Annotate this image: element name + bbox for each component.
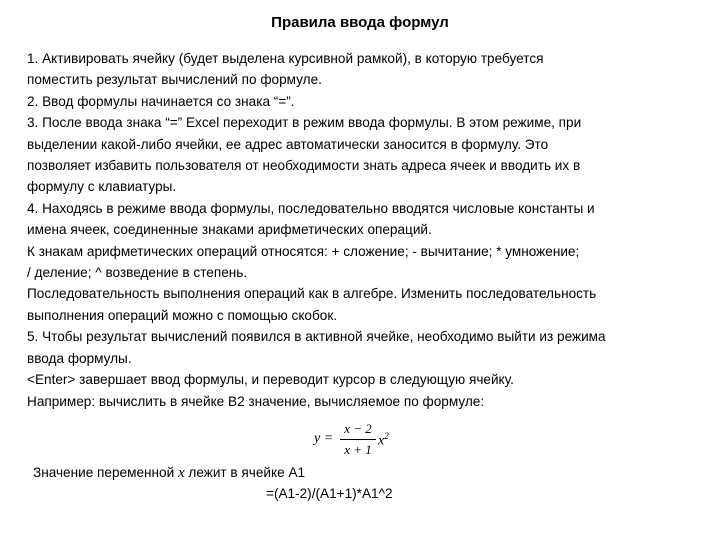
formula-rhs-var: x xyxy=(378,433,385,449)
text-line: 4. Находясь в режиме ввода формулы, последовательно вводятся числовые константы и xyxy=(27,200,595,216)
text-line: / деление; ^ возведение в степень. xyxy=(27,265,248,281)
formula-fraction xyxy=(340,421,376,458)
excel-formula: =(A1-2)/(A1+1)*A1^2 xyxy=(266,486,393,501)
fraction-bar xyxy=(340,439,376,440)
text-line: <Enter> завершает ввод формулы, и переводит курсор в следующую ячейку. xyxy=(27,372,514,388)
text-line: К знакам арифметических операций относятся: + сложение; - вычитание; * умножение; xyxy=(27,243,580,259)
body-text xyxy=(27,48,717,412)
text-line: выполнения операций можно с помощью скобок. xyxy=(27,307,338,323)
variable-x: x xyxy=(177,465,185,481)
text-line: 3. После ввода знака “=” Excel переходит в режим ввода формулы. В этом режиме, при xyxy=(27,115,582,131)
variable-line-before: Значение переменной xyxy=(33,465,178,480)
text-line: позволяет избавить пользователя от необходимости знать адреса ячеек и вводить их в xyxy=(27,158,581,174)
formula-denominator: x + 1 xyxy=(344,442,372,457)
text-line: ввода формулы. xyxy=(27,350,132,366)
text-line: Последовательность выполнения операций как в алгебре. Изменить последовательность xyxy=(27,286,597,302)
text-line: поместить результат вычислений по формуле. xyxy=(27,72,322,88)
formula-rhs xyxy=(378,431,389,450)
text-line: имена ячеек, соединенные знаками арифметических операций. xyxy=(27,222,432,238)
text-line: 1. Активировать ячейку (будет выделена курсивной рамкой), в которую требуется xyxy=(27,51,544,66)
variable-line xyxy=(33,465,305,482)
text-line: формулу с клавиатуры. xyxy=(27,179,177,195)
text-line: 2. Ввод формулы начинается со знака “=”. xyxy=(27,93,295,109)
page-title: Правила ввода формул xyxy=(271,14,449,31)
formula-exponent: 2 xyxy=(384,431,389,441)
math-formula xyxy=(314,421,404,461)
variable-line-after: лежит в ячейке А1 xyxy=(184,465,306,480)
formula-lhs: y = xyxy=(314,431,334,446)
formula-numerator: x − 2 xyxy=(344,421,372,436)
text-line: Например: вычислить в ячейке B2 значение, вычисляемое по формуле: xyxy=(27,393,485,409)
text-line: 5. Чтобы результат вычислений появился в активной ячейке, необходимо выйти из режима xyxy=(27,329,606,345)
text-line: выделении какой-либо ячейки, ее адрес автоматически заносится в формулу. Это xyxy=(27,136,549,152)
